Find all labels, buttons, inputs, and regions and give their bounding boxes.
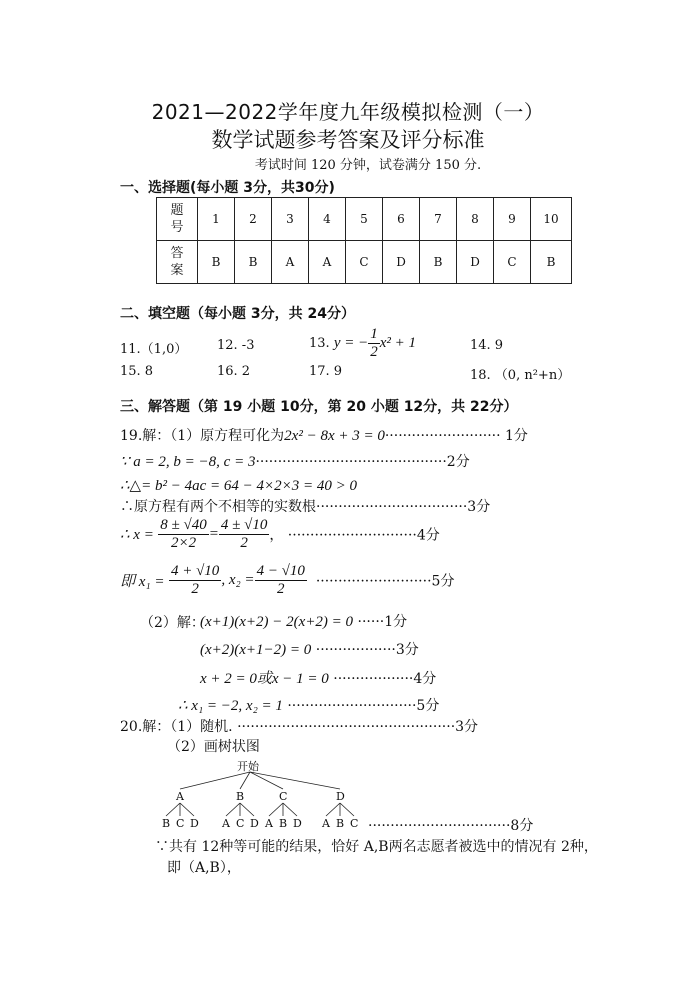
- tree-root: 开始: [237, 760, 259, 773]
- question-cell: 4: [309, 198, 346, 241]
- row-header-answer: 答 案: [157, 241, 198, 284]
- answer-row: [157, 241, 572, 284]
- q20-line-1: 20.解：（1）随机. ·················································3分: [120, 719, 479, 735]
- question-number-row: [157, 198, 572, 241]
- q19-part-2-line-1: (x+1)(x+2) − 2(x+2) = 0 ······1分: [200, 614, 408, 630]
- tree-node-a: A: [176, 790, 184, 803]
- tree-node-b: B: [236, 790, 245, 803]
- row-header-question: 题 号: [157, 198, 198, 241]
- tree-leaf: B: [279, 817, 288, 830]
- q19-line-1: 19.解：（1）原方程可化为2x² − 8x + 3 = 0·························· 1分: [120, 428, 528, 444]
- fill-answer-13-label: 13.: [309, 336, 330, 351]
- tree-leaf: A: [322, 817, 330, 830]
- tree-leaf: D: [250, 817, 259, 830]
- title-line-1: 2021—2022学年度九年级模拟检测（一）: [151, 100, 545, 124]
- fill-answer-18: 18. （0, n²+n）: [470, 368, 571, 383]
- q19-line-5: ∴ x = $\frac{8 \pm √40}{2\times 2}$ = $\frac{4 \pm √10}{2}$ ， ·····························4分: [120, 517, 440, 551]
- exam-info: 考试时间 120 分钟，试卷满分 150 分.: [254, 158, 482, 173]
- q20-line-3: ∵共有 12种等可能的结果，恰好 A,B两名志愿者被选中的情况有 2种，: [155, 839, 598, 855]
- question-cell: 10: [531, 198, 572, 241]
- q19-part-2-line-3: x + 2 = 0或x − 1 = 0 ··················4分: [200, 671, 437, 687]
- fill-answer-13: [309, 326, 416, 361]
- fill-answer-15: 15. 8: [120, 364, 154, 379]
- fill-answer-13-fraction: $\frac{1}{2}$: [370, 326, 378, 360]
- answer-cell: B: [531, 241, 572, 284]
- answer-cell: B: [420, 241, 457, 284]
- tree-leaf: D: [293, 817, 302, 830]
- question-cell: 9: [494, 198, 531, 241]
- fill-answer-16: 16. 2: [217, 364, 251, 379]
- tree-leaf: D: [190, 817, 199, 830]
- tree-leaf: B: [162, 817, 171, 830]
- q19-line-6: 即 x₁ = $\frac{4 + √10}{2}$ , x₂ = $\frac{4 - √10}{2}$ ··························5分: [120, 563, 455, 597]
- tree-leaf: C: [176, 817, 185, 830]
- answer-cell: D: [457, 241, 494, 284]
- q20-line-4: 即（A,B），: [167, 860, 241, 876]
- question-cell: 1: [198, 198, 235, 241]
- answer-cell: A: [309, 241, 346, 284]
- fill-answer-11: 11.（1,0）: [120, 342, 188, 357]
- answer-cell: C: [346, 241, 383, 284]
- question-cell: 2: [235, 198, 272, 241]
- q19-fraction-1: $\frac{8 \pm √40}{2\times 2}$: [160, 517, 207, 551]
- question-cell: 8: [457, 198, 494, 241]
- q19-line-4: ∴原方程有两个不相等的实数根··································3分: [120, 499, 491, 515]
- question-cell: 7: [420, 198, 457, 241]
- fill-answer-13-suffix: x² + 1: [379, 335, 417, 351]
- q19-fraction-2: $\frac{4 \pm √10}{2}$: [220, 517, 268, 551]
- tree-node-d: D: [336, 790, 345, 803]
- q19-part-2-label: （2）解：: [140, 615, 205, 631]
- q19-part-2-line-2: (x+2)(x+1−2) = 0 ··················3分: [200, 642, 419, 658]
- question-cell: 5: [346, 198, 383, 241]
- q19-part-2-line-4: ∴ x₁ = −2, x₂ = 1 ·····························5分: [178, 698, 440, 714]
- section-3-heading: 三、解答题（第 19 小题 10分，第 20 小题 12分，共 22分）: [120, 399, 518, 415]
- tree-leaf: A: [265, 817, 273, 830]
- tree-leaf: C: [350, 817, 359, 830]
- question-cell: 6: [383, 198, 420, 241]
- q19-line-2: ∵ a = 2, b = −8, c = 3···········································2分: [120, 454, 470, 470]
- fill-answer-14: 14. 9: [470, 338, 504, 353]
- section-2-heading: 二、填空题（每小题 3分，共 24分）: [120, 306, 355, 322]
- fill-answer-12: 12. -3: [217, 338, 255, 353]
- section-1-heading: 一、选择题(每小题 3分，共30分): [120, 180, 335, 196]
- answer-cell: C: [494, 241, 531, 284]
- answer-cell: B: [198, 241, 235, 284]
- tree-leaf: B: [336, 817, 345, 830]
- fill-answer-17: 17. 9: [309, 364, 343, 379]
- answer-cell: D: [383, 241, 420, 284]
- answer-cell: B: [235, 241, 272, 284]
- title-line-2: 数学试题参考答案及评分标准: [211, 128, 485, 152]
- tree-leaf: C: [236, 817, 245, 830]
- answer-cell: A: [272, 241, 309, 284]
- tree-leaf: A: [222, 817, 230, 830]
- fill-answer-13-prefix: y = −: [333, 335, 369, 351]
- question-cell: 3: [272, 198, 309, 241]
- tree-node-c: C: [279, 790, 288, 803]
- q20-tree-score: ································8分: [368, 818, 534, 834]
- q19-fraction-3: $\frac{4 + √10}{2}$: [170, 563, 220, 597]
- q19-fraction-4: $\frac{4 - √10}{2}$: [256, 563, 305, 597]
- answer-table: [156, 197, 572, 284]
- q19-line-3: ∴△= b² − 4ac = 64 − 4×2×3 = 40 > 0: [120, 478, 357, 494]
- q20-line-2: （2）画树状图: [167, 739, 260, 755]
